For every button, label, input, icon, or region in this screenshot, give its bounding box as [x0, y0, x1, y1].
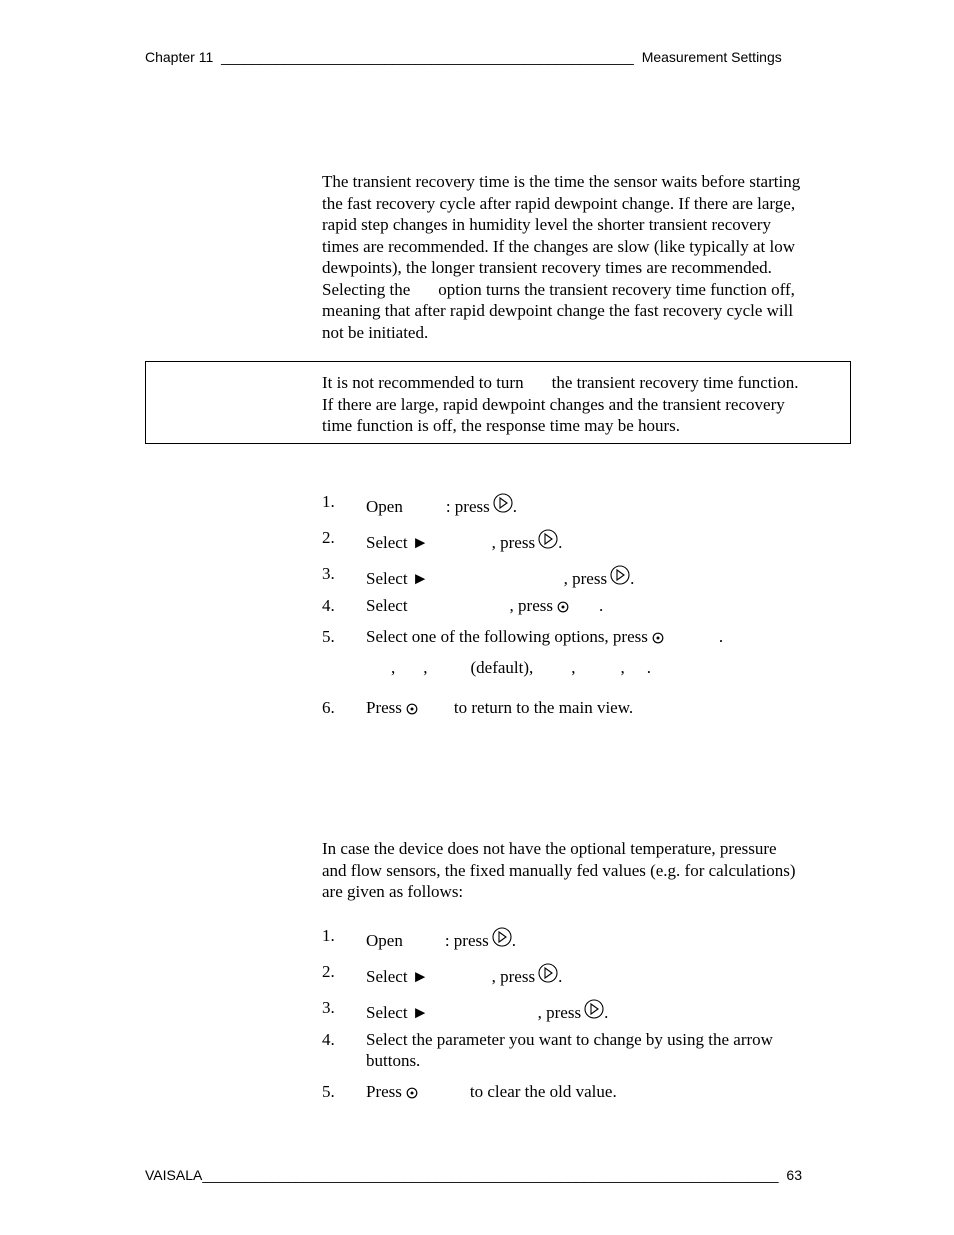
step-text-part: Select ► [366, 967, 429, 986]
step-number: 4. [322, 596, 335, 615]
option-separator: , [423, 658, 428, 677]
step-text-part: : press [445, 497, 490, 516]
step-text: Select the parameter you want to change by using the arrow [366, 1030, 773, 1049]
step-continuation: buttons. [366, 1051, 421, 1070]
function-key-icon [406, 703, 418, 715]
step-text-part: , press [509, 596, 553, 615]
step-number: 1. [322, 926, 335, 945]
step-text [366, 528, 562, 553]
step-text [366, 596, 603, 616]
step-text [366, 998, 608, 1023]
note-line: If there are large, rapid dewpoint changes and the transient recovery [322, 394, 785, 414]
intro-text: option turns the transient recovery time function off, [438, 279, 795, 299]
step-text [366, 627, 723, 647]
step-text-part: . [512, 497, 517, 516]
step-text [366, 698, 633, 718]
note-text-part: It is not recommended to turn [322, 373, 524, 392]
step-text-part: Select ► [366, 569, 429, 588]
step-text-part: . [511, 931, 516, 950]
step-text-part: Press [366, 698, 402, 717]
footer-rule: __________________________________________________________________________ [202, 1167, 779, 1183]
step-text-part: to return to the main view. [453, 698, 634, 717]
note-text-part: the transient recovery time function. [551, 373, 799, 392]
step-number: 4. [322, 1030, 335, 1049]
note-text [322, 372, 852, 437]
step-text-part: Select ► [366, 1003, 429, 1022]
footer-company: VAISALA [145, 1167, 203, 1183]
option-default-label: (default), [470, 658, 534, 677]
intro-line: not be initiated. [322, 322, 429, 342]
step-text [366, 492, 517, 517]
procedure1-options [366, 658, 651, 678]
intro-line: meaning that after rapid dewpoint change the fast recovery cycle will [322, 301, 794, 320]
header-rule: _____________________________________________________ [221, 49, 634, 65]
step-text-part: , press [563, 569, 608, 588]
arrow-button-icon [610, 564, 630, 586]
step-text [366, 1082, 617, 1102]
step-text-part: to clear the old value. [469, 1082, 617, 1101]
page-footer [145, 1167, 802, 1184]
step-text-part: . [599, 596, 604, 615]
step-text-part: Select one of the following options, press [366, 627, 648, 646]
step-text-part: : press [444, 931, 489, 950]
function-key-icon [406, 1087, 418, 1099]
note-box [145, 361, 851, 444]
step-number: 3. [322, 998, 335, 1017]
step-number: 2. [322, 962, 335, 981]
step-number: 3. [322, 564, 335, 583]
arrow-button-icon [584, 998, 604, 1020]
intro-line [322, 279, 852, 301]
step-text [366, 926, 516, 951]
step-text-part: . [604, 1003, 609, 1022]
step-text-part: Select [366, 596, 408, 615]
step-number: 2. [322, 528, 335, 547]
page-header [145, 49, 782, 66]
step-text-part: Open [366, 497, 403, 516]
step-text-part: . [558, 967, 563, 986]
paragraph-line: and flow sensors, the fixed manually fed values (e.g. for calculations) [322, 860, 796, 880]
intro-line: dewpoints), the longer transient recovery times are recommended. [322, 258, 772, 277]
option-separator: , [620, 658, 625, 677]
option-end: . [646, 658, 652, 677]
step-text-part: . [718, 627, 724, 646]
paragraph-line: are given as follows: [322, 882, 464, 901]
intro-line: rapid step changes in humidity level the shorter transient recovery [322, 215, 771, 234]
note-line [322, 372, 852, 394]
intro-line: The transient recovery time is the time the sensor waits before starting [322, 172, 801, 191]
note-line: time function is off, the response time may be hours. [322, 416, 681, 435]
intro-paragraph [322, 171, 852, 343]
step-text-part: Open [366, 931, 403, 950]
arrow-button-icon [538, 962, 558, 984]
paragraph-line: In case the device does not have the optional temperature, pressure [322, 839, 777, 858]
step-text-part: , press [491, 533, 536, 552]
fixed-values-paragraph [322, 838, 852, 903]
step-number: 6. [322, 698, 335, 717]
step-text-part: Select ► [366, 533, 429, 552]
step-number: 5. [322, 1082, 335, 1101]
intro-line: the fast recovery cycle after rapid dewpoint change. If there are large, [322, 193, 796, 213]
step-text-part: Press [366, 1082, 402, 1101]
step-number: 5. [322, 627, 335, 646]
step-text-part: . [630, 569, 635, 588]
header-section-title: Measurement Settings [641, 49, 782, 65]
header-chapter: Chapter 11 [145, 49, 214, 65]
step-number: 1. [322, 492, 335, 511]
step-text [366, 962, 562, 987]
step-text-part: , press [491, 967, 536, 986]
function-key-icon [652, 632, 664, 644]
page-number: 63 [786, 1167, 802, 1183]
arrow-button-icon [493, 492, 513, 514]
arrow-button-icon [538, 528, 558, 550]
arrow-button-icon [492, 926, 512, 948]
intro-text: Selecting the [322, 279, 411, 299]
intro-line: times are recommended. If the changes are slow (like typically at low [322, 236, 795, 256]
option-separator: , [571, 658, 576, 677]
step-text-part: . [558, 533, 563, 552]
step-text [366, 564, 634, 589]
step-text-part: , press [537, 1003, 582, 1022]
option-separator: , [391, 658, 396, 677]
function-key-icon [557, 601, 569, 613]
